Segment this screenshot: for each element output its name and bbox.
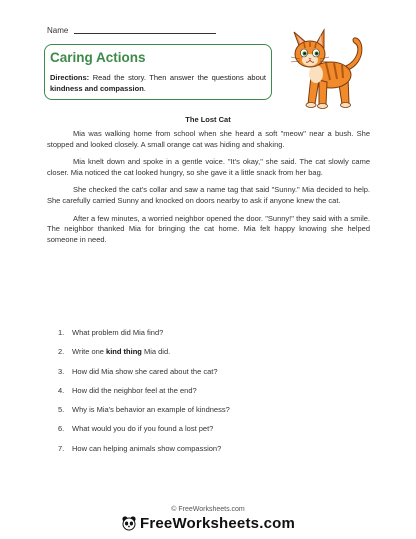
panda-icon [121, 515, 137, 531]
story-paragraph-4: After a few minutes, a worried neighbor opened the door. "Sunny!" they said with a smile. The neighbor thanked Mia for bringing the cat home. Mia felt happy knowing she helped someone in need. [47, 213, 370, 244]
footer-logo[interactable] [0, 515, 416, 532]
directions-text [50, 73, 266, 94]
name-line[interactable] [74, 33, 216, 34]
directions-label: Directions: [50, 73, 90, 82]
question-item: 3. How did Mia show she cared about the cat? [58, 366, 218, 376]
question-item: 5. Why is Mia's behavior an example of kindness? [58, 405, 230, 415]
directions-box [44, 44, 272, 100]
story-text [47, 129, 370, 252]
story-paragraph-1: Mia was walking home from school when she heard a soft "meow" near a bush. She stopped and looked closely. A small orange cat was hiding and shaking. [47, 129, 370, 149]
question-item: 1. What problem did Mia find? [58, 328, 164, 337]
question-list [58, 328, 358, 463]
orange-cat-illustration [286, 22, 368, 110]
question-item: 4. How did the neighbor feel at the end? [58, 385, 197, 395]
directions-body: Read the story. Then answer the questions about [89, 73, 266, 82]
question-emphasis: kind thing [106, 347, 142, 357]
footer-copyright: © FreeWorksheets.com [171, 506, 245, 513]
footer-brand-text: FreeWorksheets.com [139, 515, 296, 532]
question-item: 7. How can helping animals show compassion? [58, 443, 222, 453]
name-label: Name [47, 26, 69, 35]
story-title: The Lost Cat [185, 115, 231, 124]
directions-end: . [143, 83, 146, 93]
worksheet-title: Caring Actions [50, 50, 146, 65]
story-paragraph-2: Mia knelt down and spoke in a gentle voice. "It's okay," she said. The cat slowly came closer. Mia noticed the cat looked hungry, so she gave it a little snack from her bag. [47, 157, 370, 177]
story-paragraph-3: She checked the cat's collar and saw a name tag that said "Sunny." Mia decided to help. She carefully carried Sunny and knocked on doors nearby to ask if anyone knew the cat. [47, 185, 370, 205]
directions-emphasis: kindness and compassion [50, 83, 144, 93]
question-item: 6. What would you do if you found a lost pet? [58, 424, 214, 434]
question-item: 2. Write one kind thing Mia did. [58, 347, 171, 357]
name-field-row [47, 26, 216, 35]
